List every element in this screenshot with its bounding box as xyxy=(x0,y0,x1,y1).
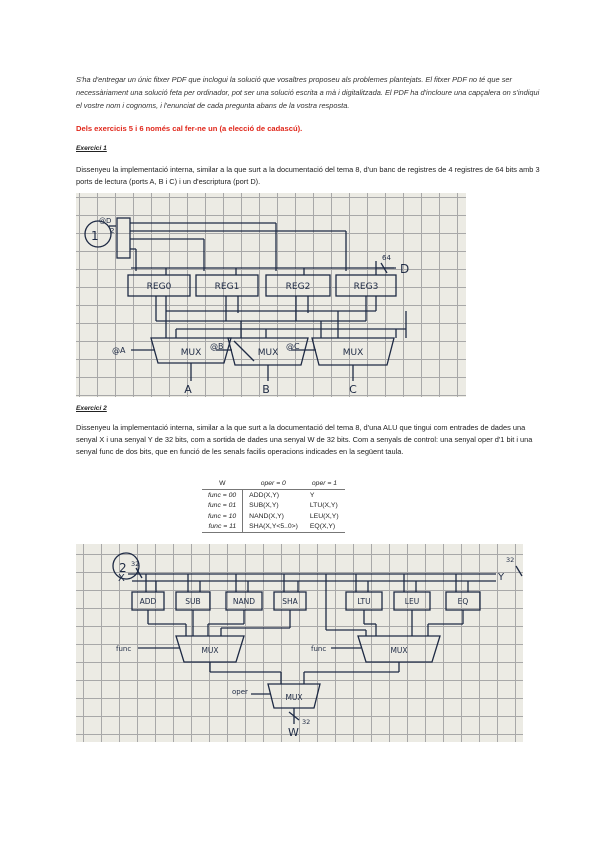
table-cell-op0: SHA(X,Y<5..0>) xyxy=(243,522,304,533)
output-w: W xyxy=(288,726,299,739)
unit-sub: SUB xyxy=(185,597,201,606)
select-a: @A xyxy=(112,346,126,355)
intro-paragraph: S'ha d'entregar un únic fitxer PDF que inclogui la solució que vosaltres proposeu als problemes plantejats. El fitxer PDF no té que ser necessàriament una solució feta per ordinador, pot ser una solució escrita a mà i digitalitzada. El PDF ha d'incloure una capçalera on s'indiqui el vostre nom i cognoms, i l'enunciat de cada pregunta abans de la vostra resposta. xyxy=(76,75,540,110)
mux-left: MUX xyxy=(201,646,219,655)
select-c: @C xyxy=(286,342,300,351)
func-label-right: func xyxy=(311,645,327,653)
decoder-label: @D xyxy=(99,217,112,225)
table-header-w: W xyxy=(202,478,243,490)
table-row xyxy=(202,511,345,522)
table-cell-op0: SUB(X,Y) xyxy=(249,502,279,510)
unit-ltu: LTU xyxy=(357,597,371,606)
mux-final: MUX xyxy=(285,693,303,702)
output-a: A xyxy=(184,383,192,396)
unit-eq: EQ xyxy=(457,597,469,606)
register-3: REG3 xyxy=(353,282,379,292)
table-row xyxy=(202,522,345,533)
table-cell-func: func = 01 xyxy=(202,501,243,512)
decoder-bits: 2 xyxy=(110,227,115,235)
exercise-1-sketch xyxy=(76,193,466,397)
register-2: REG2 xyxy=(285,282,311,292)
unit-sha: SHA xyxy=(282,597,298,606)
register-1: REG1 xyxy=(214,282,240,292)
table-header-oper1: oper = 1 xyxy=(304,478,345,490)
sketch-number-1: 1 xyxy=(91,229,99,243)
func-label-left: func xyxy=(116,645,132,653)
output-width: 32 xyxy=(302,718,311,726)
bus-width-y: 32 xyxy=(506,556,515,564)
oper-label: oper xyxy=(232,688,248,696)
table-header-oper0: oper = 0 xyxy=(243,478,304,490)
table-row xyxy=(202,490,345,501)
mux-b: MUX xyxy=(257,348,279,358)
table-cell-op1: Y xyxy=(309,491,315,499)
write-bus-width: 64 xyxy=(382,254,391,262)
bus-width-x: 32 xyxy=(131,560,140,568)
output-b: B xyxy=(262,383,270,396)
mux-c: MUX xyxy=(342,348,364,358)
exercise-2-heading: Exercici 2 xyxy=(76,405,107,412)
mux-a: MUX xyxy=(180,348,202,358)
alu-drawing xyxy=(76,544,523,742)
register-file-drawing xyxy=(76,193,466,397)
write-port-label: D xyxy=(400,262,410,276)
mux-right: MUX xyxy=(390,646,408,655)
table-cell-op0: NAND(X,Y) xyxy=(249,512,284,520)
input-x: X xyxy=(118,573,125,584)
table-cell-func: func = 10 xyxy=(202,511,243,522)
table-cell-func: func = 11 xyxy=(202,522,243,533)
exercise-1-heading: Exercici 1 xyxy=(76,145,107,152)
table-cell-op1: EQ(X,Y) xyxy=(304,522,345,533)
instruction-note: Dels exercicis 5 i 6 només cal fer-ne un (a elecció de cadascú). xyxy=(76,124,303,133)
select-b: @B xyxy=(210,342,224,351)
operations-table xyxy=(202,478,345,533)
sketch-number-2: 2 xyxy=(119,561,127,575)
exercise-2-text: Dissenyeu la implementació interna, similar a la que surt a la documentació del tema 8, d'una ALU que tingui com entrades de dades una senyal X i una senyal Y de 32 bits, com a sortida de dades una senyal W de 32 bits. Com a senyals de control: una senyal oper d'1 bit i una senyal func de dos bits, que en funció de les senals facilis operacions indicades en la següent taula. xyxy=(76,423,533,456)
exercise-1-text: Dissenyeu la implementació interna, similar a la que surt a la documentació del tema 8, d'un banc de registres de 4 registres de 64 bits amb 3 ports de lectura (ports A, B i C) i un d'escriptura (port D). xyxy=(76,165,540,186)
table-cell-op1: LEU(X,Y) xyxy=(309,512,339,520)
output-c: C xyxy=(349,383,357,396)
unit-leu: LEU xyxy=(404,597,420,606)
table-cell-op0: ADD(X,Y) xyxy=(249,491,279,499)
register-0: REG0 xyxy=(146,282,172,292)
table-cell-func: func = 00 xyxy=(202,490,243,501)
exercise-2-sketch xyxy=(76,544,523,742)
table-row xyxy=(202,501,345,512)
input-y: Y xyxy=(498,572,505,583)
table-cell-op1: LTU(X,Y) xyxy=(309,502,338,510)
unit-add: ADD xyxy=(139,597,157,606)
unit-nand: NAND xyxy=(232,597,256,606)
